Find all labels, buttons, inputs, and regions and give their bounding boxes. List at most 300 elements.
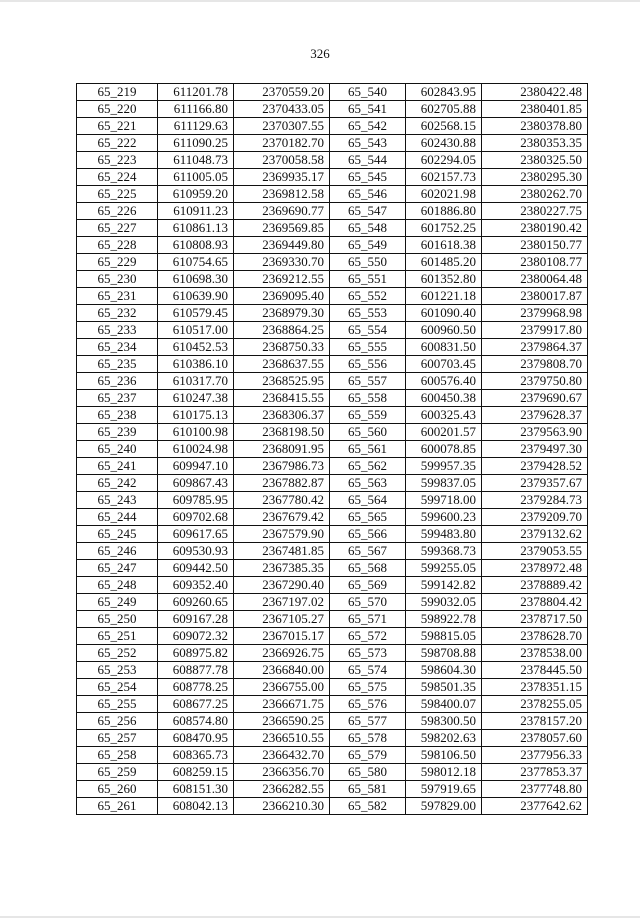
point-id-left: 65_257 bbox=[77, 730, 158, 747]
point-id-left: 65_236 bbox=[77, 373, 158, 390]
point-id-right: 65_580 bbox=[330, 764, 406, 781]
table-row bbox=[77, 322, 588, 339]
y-coordinate-right: 2378804.42 bbox=[482, 594, 588, 611]
point-id-left: 65_260 bbox=[77, 781, 158, 798]
point-id-left: 65_228 bbox=[77, 237, 158, 254]
point-id-right: 65_578 bbox=[330, 730, 406, 747]
y-coordinate-left: 2366510.55 bbox=[234, 730, 330, 747]
x-coordinate-right: 601221.18 bbox=[406, 288, 482, 305]
table-row bbox=[77, 781, 588, 798]
point-id-left: 65_232 bbox=[77, 305, 158, 322]
x-coordinate-right: 599032.05 bbox=[406, 594, 482, 611]
point-id-right: 65_548 bbox=[330, 220, 406, 237]
point-id-right: 65_570 bbox=[330, 594, 406, 611]
point-id-left: 65_243 bbox=[77, 492, 158, 509]
x-coordinate-right: 599600.23 bbox=[406, 509, 482, 526]
x-coordinate-right: 599718.00 bbox=[406, 492, 482, 509]
table-row bbox=[77, 339, 588, 356]
point-id-right: 65_568 bbox=[330, 560, 406, 577]
x-coordinate-right: 600201.57 bbox=[406, 424, 482, 441]
y-coordinate-right: 2378717.50 bbox=[482, 611, 588, 628]
x-coordinate-left: 609785.95 bbox=[158, 492, 234, 509]
y-coordinate-left: 2366755.00 bbox=[234, 679, 330, 696]
y-coordinate-left: 2369569.85 bbox=[234, 220, 330, 237]
table-row bbox=[77, 203, 588, 220]
x-coordinate-left: 609702.68 bbox=[158, 509, 234, 526]
point-id-left: 65_226 bbox=[77, 203, 158, 220]
x-coordinate-right: 600960.50 bbox=[406, 322, 482, 339]
x-coordinate-right: 602430.88 bbox=[406, 135, 482, 152]
table-row bbox=[77, 543, 588, 560]
y-coordinate-right: 2380353.35 bbox=[482, 135, 588, 152]
x-coordinate-right: 599142.82 bbox=[406, 577, 482, 594]
y-coordinate-left: 2366356.70 bbox=[234, 764, 330, 781]
y-coordinate-right: 2377642.62 bbox=[482, 798, 588, 815]
point-id-right: 65_564 bbox=[330, 492, 406, 509]
table-row bbox=[77, 577, 588, 594]
y-coordinate-right: 2380378.80 bbox=[482, 118, 588, 135]
table-row bbox=[77, 509, 588, 526]
y-coordinate-right: 2380401.85 bbox=[482, 101, 588, 118]
y-coordinate-right: 2379628.37 bbox=[482, 407, 588, 424]
point-id-left: 65_261 bbox=[77, 798, 158, 815]
table-row bbox=[77, 662, 588, 679]
x-coordinate-right: 598012.18 bbox=[406, 764, 482, 781]
x-coordinate-left: 611005.05 bbox=[158, 169, 234, 186]
point-id-right: 65_551 bbox=[330, 271, 406, 288]
table-row bbox=[77, 118, 588, 135]
point-id-left: 65_219 bbox=[77, 84, 158, 101]
point-id-left: 65_220 bbox=[77, 101, 158, 118]
x-coordinate-right: 601090.40 bbox=[406, 305, 482, 322]
point-id-right: 65_565 bbox=[330, 509, 406, 526]
point-id-left: 65_230 bbox=[77, 271, 158, 288]
y-coordinate-right: 2379864.37 bbox=[482, 339, 588, 356]
table-row bbox=[77, 152, 588, 169]
point-id-right: 65_542 bbox=[330, 118, 406, 135]
y-coordinate-left: 2367481.85 bbox=[234, 543, 330, 560]
y-coordinate-left: 2369212.55 bbox=[234, 271, 330, 288]
table-row bbox=[77, 169, 588, 186]
table-row bbox=[77, 135, 588, 152]
x-coordinate-left: 610100.98 bbox=[158, 424, 234, 441]
point-id-left: 65_246 bbox=[77, 543, 158, 560]
x-coordinate-right: 601886.80 bbox=[406, 203, 482, 220]
point-id-right: 65_563 bbox=[330, 475, 406, 492]
x-coordinate-right: 602568.15 bbox=[406, 118, 482, 135]
x-coordinate-left: 611166.80 bbox=[158, 101, 234, 118]
point-id-left: 65_248 bbox=[77, 577, 158, 594]
x-coordinate-left: 610639.90 bbox=[158, 288, 234, 305]
point-id-left: 65_245 bbox=[77, 526, 158, 543]
x-coordinate-left: 609442.50 bbox=[158, 560, 234, 577]
x-coordinate-right: 601485.20 bbox=[406, 254, 482, 271]
table-row bbox=[77, 713, 588, 730]
x-coordinate-left: 610317.70 bbox=[158, 373, 234, 390]
point-id-right: 65_566 bbox=[330, 526, 406, 543]
x-coordinate-left: 610517.00 bbox=[158, 322, 234, 339]
y-coordinate-right: 2379428.52 bbox=[482, 458, 588, 475]
x-coordinate-right: 598604.30 bbox=[406, 662, 482, 679]
x-coordinate-right: 600078.85 bbox=[406, 441, 482, 458]
point-id-right: 65_561 bbox=[330, 441, 406, 458]
y-coordinate-right: 2380227.75 bbox=[482, 203, 588, 220]
x-coordinate-right: 602705.88 bbox=[406, 101, 482, 118]
point-id-left: 65_224 bbox=[77, 169, 158, 186]
table-row bbox=[77, 730, 588, 747]
point-id-right: 65_556 bbox=[330, 356, 406, 373]
y-coordinate-right: 2379563.90 bbox=[482, 424, 588, 441]
x-coordinate-left: 608151.30 bbox=[158, 781, 234, 798]
point-id-right: 65_543 bbox=[330, 135, 406, 152]
y-coordinate-right: 2378628.70 bbox=[482, 628, 588, 645]
table-row bbox=[77, 254, 588, 271]
point-id-right: 65_545 bbox=[330, 169, 406, 186]
table-row bbox=[77, 84, 588, 101]
point-id-left: 65_237 bbox=[77, 390, 158, 407]
point-id-right: 65_550 bbox=[330, 254, 406, 271]
table-row bbox=[77, 560, 588, 577]
y-coordinate-left: 2367015.17 bbox=[234, 628, 330, 645]
x-coordinate-left: 609352.40 bbox=[158, 577, 234, 594]
y-coordinate-left: 2368525.95 bbox=[234, 373, 330, 390]
point-id-left: 65_222 bbox=[77, 135, 158, 152]
x-coordinate-left: 610247.38 bbox=[158, 390, 234, 407]
y-coordinate-left: 2366840.00 bbox=[234, 662, 330, 679]
x-coordinate-right: 599837.05 bbox=[406, 475, 482, 492]
y-coordinate-left: 2366671.75 bbox=[234, 696, 330, 713]
x-coordinate-right: 600576.40 bbox=[406, 373, 482, 390]
y-coordinate-left: 2368979.30 bbox=[234, 305, 330, 322]
table-row bbox=[77, 186, 588, 203]
x-coordinate-left: 609947.10 bbox=[158, 458, 234, 475]
x-coordinate-right: 600703.45 bbox=[406, 356, 482, 373]
table-row bbox=[77, 373, 588, 390]
y-coordinate-right: 2378255.05 bbox=[482, 696, 588, 713]
y-coordinate-left: 2366432.70 bbox=[234, 747, 330, 764]
y-coordinate-right: 2380295.30 bbox=[482, 169, 588, 186]
x-coordinate-right: 602294.05 bbox=[406, 152, 482, 169]
x-coordinate-right: 599483.80 bbox=[406, 526, 482, 543]
point-id-left: 65_235 bbox=[77, 356, 158, 373]
point-id-right: 65_559 bbox=[330, 407, 406, 424]
y-coordinate-left: 2367105.27 bbox=[234, 611, 330, 628]
table-row bbox=[77, 220, 588, 237]
y-coordinate-right: 2378889.42 bbox=[482, 577, 588, 594]
y-coordinate-left: 2368864.25 bbox=[234, 322, 330, 339]
point-id-left: 65_251 bbox=[77, 628, 158, 645]
x-coordinate-right: 601618.38 bbox=[406, 237, 482, 254]
y-coordinate-right: 2379284.73 bbox=[482, 492, 588, 509]
table-row bbox=[77, 679, 588, 696]
y-coordinate-right: 2379750.80 bbox=[482, 373, 588, 390]
x-coordinate-left: 609617.65 bbox=[158, 526, 234, 543]
y-coordinate-right: 2377748.80 bbox=[482, 781, 588, 798]
point-id-left: 65_247 bbox=[77, 560, 158, 577]
point-id-right: 65_544 bbox=[330, 152, 406, 169]
table-row bbox=[77, 390, 588, 407]
point-id-left: 65_253 bbox=[77, 662, 158, 679]
x-coordinate-left: 610175.13 bbox=[158, 407, 234, 424]
x-coordinate-right: 598106.50 bbox=[406, 747, 482, 764]
point-id-left: 65_238 bbox=[77, 407, 158, 424]
x-coordinate-right: 602021.98 bbox=[406, 186, 482, 203]
y-coordinate-right: 2378157.20 bbox=[482, 713, 588, 730]
table-row bbox=[77, 288, 588, 305]
point-id-right: 65_558 bbox=[330, 390, 406, 407]
y-coordinate-right: 2380064.48 bbox=[482, 271, 588, 288]
point-id-right: 65_573 bbox=[330, 645, 406, 662]
x-coordinate-right: 598922.78 bbox=[406, 611, 482, 628]
y-coordinate-right: 2378445.50 bbox=[482, 662, 588, 679]
y-coordinate-left: 2366210.30 bbox=[234, 798, 330, 815]
x-coordinate-left: 609167.28 bbox=[158, 611, 234, 628]
point-id-right: 65_553 bbox=[330, 305, 406, 322]
x-coordinate-left: 608574.80 bbox=[158, 713, 234, 730]
y-coordinate-right: 2379209.70 bbox=[482, 509, 588, 526]
y-coordinate-left: 2369690.77 bbox=[234, 203, 330, 220]
y-coordinate-right: 2379132.62 bbox=[482, 526, 588, 543]
y-coordinate-right: 2378351.15 bbox=[482, 679, 588, 696]
point-id-left: 65_250 bbox=[77, 611, 158, 628]
x-coordinate-left: 610386.10 bbox=[158, 356, 234, 373]
point-id-right: 65_567 bbox=[330, 543, 406, 560]
point-id-left: 65_223 bbox=[77, 152, 158, 169]
y-coordinate-left: 2370058.58 bbox=[234, 152, 330, 169]
x-coordinate-left: 608470.95 bbox=[158, 730, 234, 747]
x-coordinate-right: 598708.88 bbox=[406, 645, 482, 662]
x-coordinate-left: 608042.13 bbox=[158, 798, 234, 815]
x-coordinate-left: 609530.93 bbox=[158, 543, 234, 560]
y-coordinate-left: 2367197.02 bbox=[234, 594, 330, 611]
y-coordinate-right: 2379968.98 bbox=[482, 305, 588, 322]
x-coordinate-left: 610754.65 bbox=[158, 254, 234, 271]
point-id-right: 65_562 bbox=[330, 458, 406, 475]
point-id-right: 65_579 bbox=[330, 747, 406, 764]
y-coordinate-right: 2380108.77 bbox=[482, 254, 588, 271]
y-coordinate-left: 2369330.70 bbox=[234, 254, 330, 271]
point-id-left: 65_234 bbox=[77, 339, 158, 356]
point-id-right: 65_547 bbox=[330, 203, 406, 220]
y-coordinate-right: 2377956.33 bbox=[482, 747, 588, 764]
y-coordinate-right: 2380262.70 bbox=[482, 186, 588, 203]
y-coordinate-left: 2370182.70 bbox=[234, 135, 330, 152]
point-id-left: 65_256 bbox=[77, 713, 158, 730]
y-coordinate-left: 2367780.42 bbox=[234, 492, 330, 509]
y-coordinate-left: 2370433.05 bbox=[234, 101, 330, 118]
y-coordinate-left: 2367986.73 bbox=[234, 458, 330, 475]
x-coordinate-right: 597829.00 bbox=[406, 798, 482, 815]
x-coordinate-right: 598501.35 bbox=[406, 679, 482, 696]
point-id-right: 65_577 bbox=[330, 713, 406, 730]
table-row bbox=[77, 475, 588, 492]
x-coordinate-right: 598815.05 bbox=[406, 628, 482, 645]
point-id-right: 65_560 bbox=[330, 424, 406, 441]
y-coordinate-right: 2379808.70 bbox=[482, 356, 588, 373]
x-coordinate-left: 610808.93 bbox=[158, 237, 234, 254]
x-coordinate-right: 598400.07 bbox=[406, 696, 482, 713]
x-coordinate-left: 610452.53 bbox=[158, 339, 234, 356]
y-coordinate-right: 2379357.67 bbox=[482, 475, 588, 492]
point-id-right: 65_574 bbox=[330, 662, 406, 679]
y-coordinate-left: 2369095.40 bbox=[234, 288, 330, 305]
table-row bbox=[77, 271, 588, 288]
point-id-right: 65_549 bbox=[330, 237, 406, 254]
point-id-right: 65_546 bbox=[330, 186, 406, 203]
x-coordinate-left: 611201.78 bbox=[158, 84, 234, 101]
x-coordinate-left: 610698.30 bbox=[158, 271, 234, 288]
point-id-left: 65_244 bbox=[77, 509, 158, 526]
point-id-right: 65_554 bbox=[330, 322, 406, 339]
x-coordinate-left: 611090.25 bbox=[158, 135, 234, 152]
x-coordinate-left: 608975.82 bbox=[158, 645, 234, 662]
x-coordinate-right: 602157.73 bbox=[406, 169, 482, 186]
coordinates-table bbox=[76, 83, 588, 815]
point-id-left: 65_221 bbox=[77, 118, 158, 135]
point-id-right: 65_582 bbox=[330, 798, 406, 815]
x-coordinate-left: 609072.32 bbox=[158, 628, 234, 645]
x-coordinate-left: 611129.63 bbox=[158, 118, 234, 135]
y-coordinate-left: 2367579.90 bbox=[234, 526, 330, 543]
point-id-right: 65_581 bbox=[330, 781, 406, 798]
x-coordinate-left: 609260.65 bbox=[158, 594, 234, 611]
y-coordinate-left: 2368091.95 bbox=[234, 441, 330, 458]
point-id-right: 65_555 bbox=[330, 339, 406, 356]
y-coordinate-left: 2368415.55 bbox=[234, 390, 330, 407]
x-coordinate-right: 599255.05 bbox=[406, 560, 482, 577]
x-coordinate-right: 599368.73 bbox=[406, 543, 482, 560]
point-id-left: 65_240 bbox=[77, 441, 158, 458]
table-row bbox=[77, 594, 588, 611]
table-row bbox=[77, 747, 588, 764]
y-coordinate-left: 2368198.50 bbox=[234, 424, 330, 441]
table-row bbox=[77, 696, 588, 713]
table-row bbox=[77, 441, 588, 458]
point-id-right: 65_571 bbox=[330, 611, 406, 628]
x-coordinate-right: 598202.63 bbox=[406, 730, 482, 747]
point-id-left: 65_259 bbox=[77, 764, 158, 781]
y-coordinate-left: 2366590.25 bbox=[234, 713, 330, 730]
point-id-right: 65_540 bbox=[330, 84, 406, 101]
table-row bbox=[77, 458, 588, 475]
y-coordinate-right: 2380017.87 bbox=[482, 288, 588, 305]
point-id-left: 65_233 bbox=[77, 322, 158, 339]
y-coordinate-left: 2367290.40 bbox=[234, 577, 330, 594]
x-coordinate-right: 600450.38 bbox=[406, 390, 482, 407]
point-id-right: 65_541 bbox=[330, 101, 406, 118]
table-row bbox=[77, 356, 588, 373]
y-coordinate-right: 2379917.80 bbox=[482, 322, 588, 339]
x-coordinate-left: 608877.78 bbox=[158, 662, 234, 679]
table-row bbox=[77, 611, 588, 628]
point-id-right: 65_576 bbox=[330, 696, 406, 713]
x-coordinate-left: 610911.23 bbox=[158, 203, 234, 220]
point-id-left: 65_258 bbox=[77, 747, 158, 764]
x-coordinate-left: 609867.43 bbox=[158, 475, 234, 492]
x-coordinate-right: 600831.50 bbox=[406, 339, 482, 356]
y-coordinate-right: 2380325.50 bbox=[482, 152, 588, 169]
top-edge-rule bbox=[0, 0, 640, 2]
y-coordinate-right: 2379690.67 bbox=[482, 390, 588, 407]
y-coordinate-right: 2377853.37 bbox=[482, 764, 588, 781]
y-coordinate-right: 2380190.42 bbox=[482, 220, 588, 237]
point-id-right: 65_575 bbox=[330, 679, 406, 696]
point-id-left: 65_227 bbox=[77, 220, 158, 237]
y-coordinate-left: 2370307.55 bbox=[234, 118, 330, 135]
table-row bbox=[77, 305, 588, 322]
x-coordinate-right: 599957.35 bbox=[406, 458, 482, 475]
y-coordinate-left: 2370559.20 bbox=[234, 84, 330, 101]
table-row bbox=[77, 407, 588, 424]
point-id-left: 65_249 bbox=[77, 594, 158, 611]
point-id-left: 65_229 bbox=[77, 254, 158, 271]
x-coordinate-left: 608778.25 bbox=[158, 679, 234, 696]
y-coordinate-left: 2368750.33 bbox=[234, 339, 330, 356]
y-coordinate-left: 2368306.37 bbox=[234, 407, 330, 424]
table-row bbox=[77, 645, 588, 662]
table-row bbox=[77, 237, 588, 254]
table-row bbox=[77, 424, 588, 441]
y-coordinate-right: 2378057.60 bbox=[482, 730, 588, 747]
x-coordinate-left: 610579.45 bbox=[158, 305, 234, 322]
point-id-left: 65_225 bbox=[77, 186, 158, 203]
coordinates-table-body bbox=[77, 84, 588, 815]
table-row bbox=[77, 492, 588, 509]
y-coordinate-right: 2380150.77 bbox=[482, 237, 588, 254]
point-id-left: 65_241 bbox=[77, 458, 158, 475]
x-coordinate-left: 610861.13 bbox=[158, 220, 234, 237]
y-coordinate-right: 2380422.48 bbox=[482, 84, 588, 101]
x-coordinate-right: 601752.25 bbox=[406, 220, 482, 237]
x-coordinate-right: 601352.80 bbox=[406, 271, 482, 288]
point-id-right: 65_557 bbox=[330, 373, 406, 390]
point-id-left: 65_254 bbox=[77, 679, 158, 696]
x-coordinate-left: 610024.98 bbox=[158, 441, 234, 458]
y-coordinate-left: 2369449.80 bbox=[234, 237, 330, 254]
x-coordinate-left: 611048.73 bbox=[158, 152, 234, 169]
x-coordinate-right: 598300.50 bbox=[406, 713, 482, 730]
y-coordinate-left: 2367882.87 bbox=[234, 475, 330, 492]
x-coordinate-left: 608677.25 bbox=[158, 696, 234, 713]
y-coordinate-left: 2366282.55 bbox=[234, 781, 330, 798]
y-coordinate-right: 2379053.55 bbox=[482, 543, 588, 560]
point-id-left: 65_242 bbox=[77, 475, 158, 492]
x-coordinate-left: 608259.15 bbox=[158, 764, 234, 781]
point-id-left: 65_231 bbox=[77, 288, 158, 305]
table-row bbox=[77, 526, 588, 543]
page-number: 326 bbox=[310, 46, 330, 61]
y-coordinate-right: 2379497.30 bbox=[482, 441, 588, 458]
y-coordinate-left: 2367385.35 bbox=[234, 560, 330, 577]
x-coordinate-left: 608365.73 bbox=[158, 747, 234, 764]
point-id-left: 65_255 bbox=[77, 696, 158, 713]
point-id-left: 65_252 bbox=[77, 645, 158, 662]
x-coordinate-right: 597919.65 bbox=[406, 781, 482, 798]
point-id-right: 65_569 bbox=[330, 577, 406, 594]
y-coordinate-right: 2378538.00 bbox=[482, 645, 588, 662]
y-coordinate-left: 2368637.55 bbox=[234, 356, 330, 373]
point-id-right: 65_572 bbox=[330, 628, 406, 645]
point-id-right: 65_552 bbox=[330, 288, 406, 305]
x-coordinate-right: 600325.43 bbox=[406, 407, 482, 424]
x-coordinate-left: 610959.20 bbox=[158, 186, 234, 203]
y-coordinate-left: 2369935.17 bbox=[234, 169, 330, 186]
x-coordinate-right: 602843.95 bbox=[406, 84, 482, 101]
table-row bbox=[77, 101, 588, 118]
table-row bbox=[77, 628, 588, 645]
y-coordinate-left: 2367679.42 bbox=[234, 509, 330, 526]
table-row bbox=[77, 798, 588, 815]
